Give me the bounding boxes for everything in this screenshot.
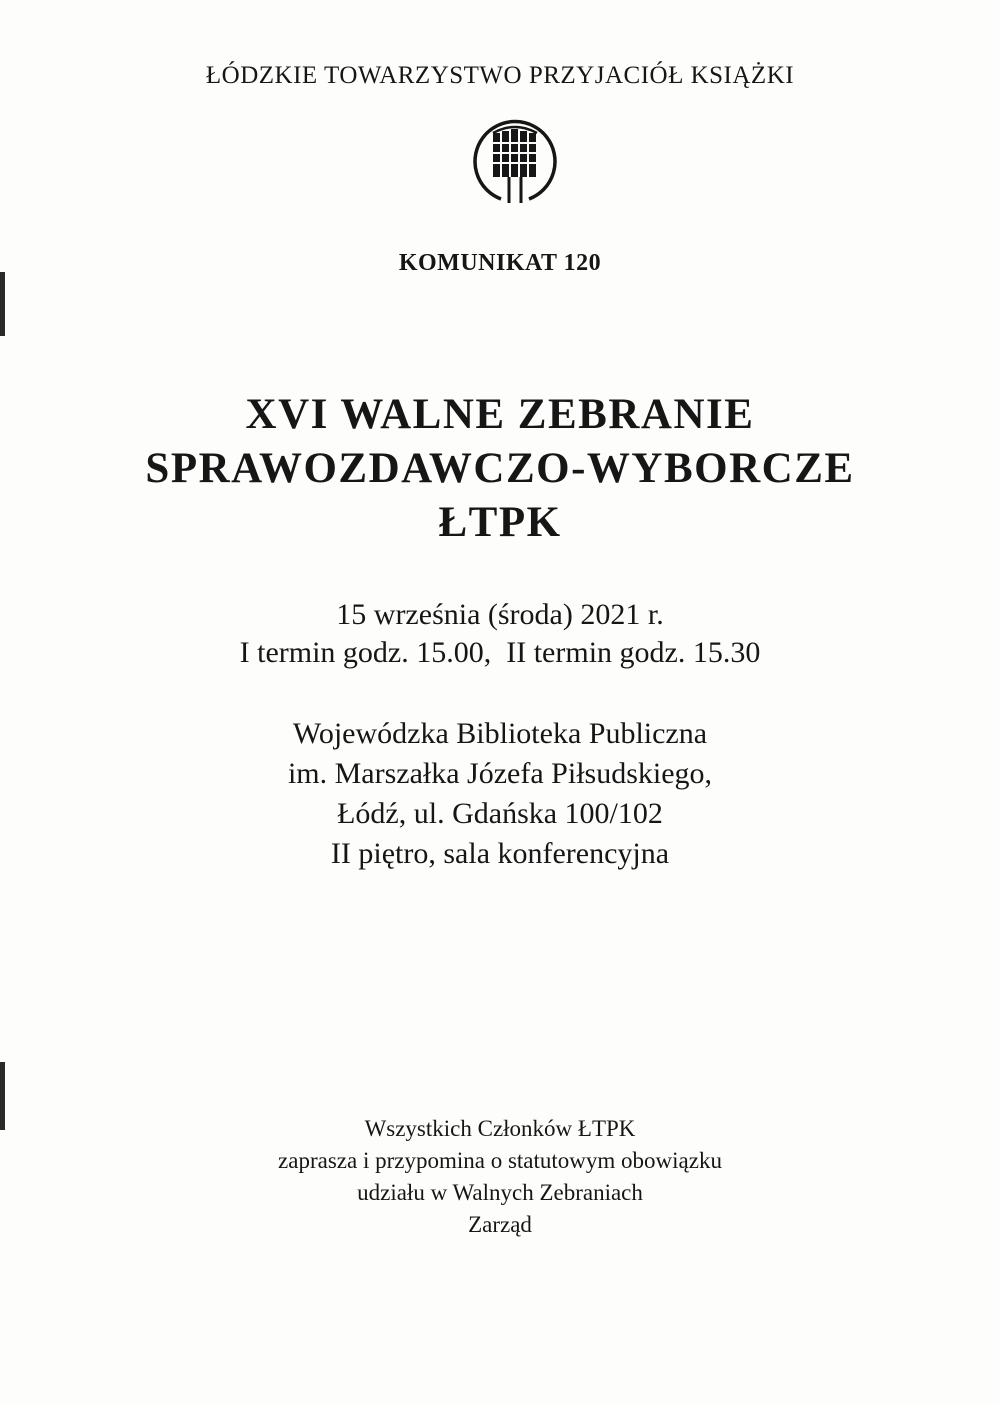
book-stack-logo-icon: [471, 103, 559, 211]
title-line: ŁTPK: [438, 499, 562, 546]
signature: Zarząd: [468, 1212, 532, 1237]
invitation-line: zaprasza i przypomina o statutowym obowiązku: [278, 1148, 722, 1173]
scan-edge-mark: [0, 272, 5, 336]
meeting-venue: [0, 714, 1000, 874]
venue-line: im. Marszałka Józefa Piłsudskiego,: [287, 757, 713, 790]
venue-line: Wojewódzka Biblioteka Publiczna: [292, 717, 708, 750]
organization-name: ŁÓDZKIE TOWARZYSTWO PRZYJACIÓŁ KSIĄŻKI: [205, 62, 795, 89]
meeting-terms: I termin godz. 15.00, II termin godz. 15.30: [239, 636, 761, 669]
venue-address: Łódź, ul. Gdańska 100/102: [337, 797, 663, 830]
venue-room: II piętro, sala konferencyjna: [330, 837, 670, 870]
title-line: SPRAWOZDAWCZO-WYBORCZE: [145, 445, 855, 492]
meeting-schedule: [0, 596, 1000, 672]
invitation-line: udziału w Walnych Zebraniach: [357, 1180, 643, 1205]
communique-number: KOMUNIKAT 120: [398, 250, 602, 276]
invitation-line: Wszystkich Członków ŁTPK: [364, 1116, 636, 1141]
title-line: XVI WALNE ZEBRANIE: [245, 391, 755, 438]
invitation-text: [0, 1113, 1000, 1241]
meeting-date: 15 września (środa) 2021 r.: [336, 598, 664, 631]
meeting-title: [0, 388, 1000, 550]
